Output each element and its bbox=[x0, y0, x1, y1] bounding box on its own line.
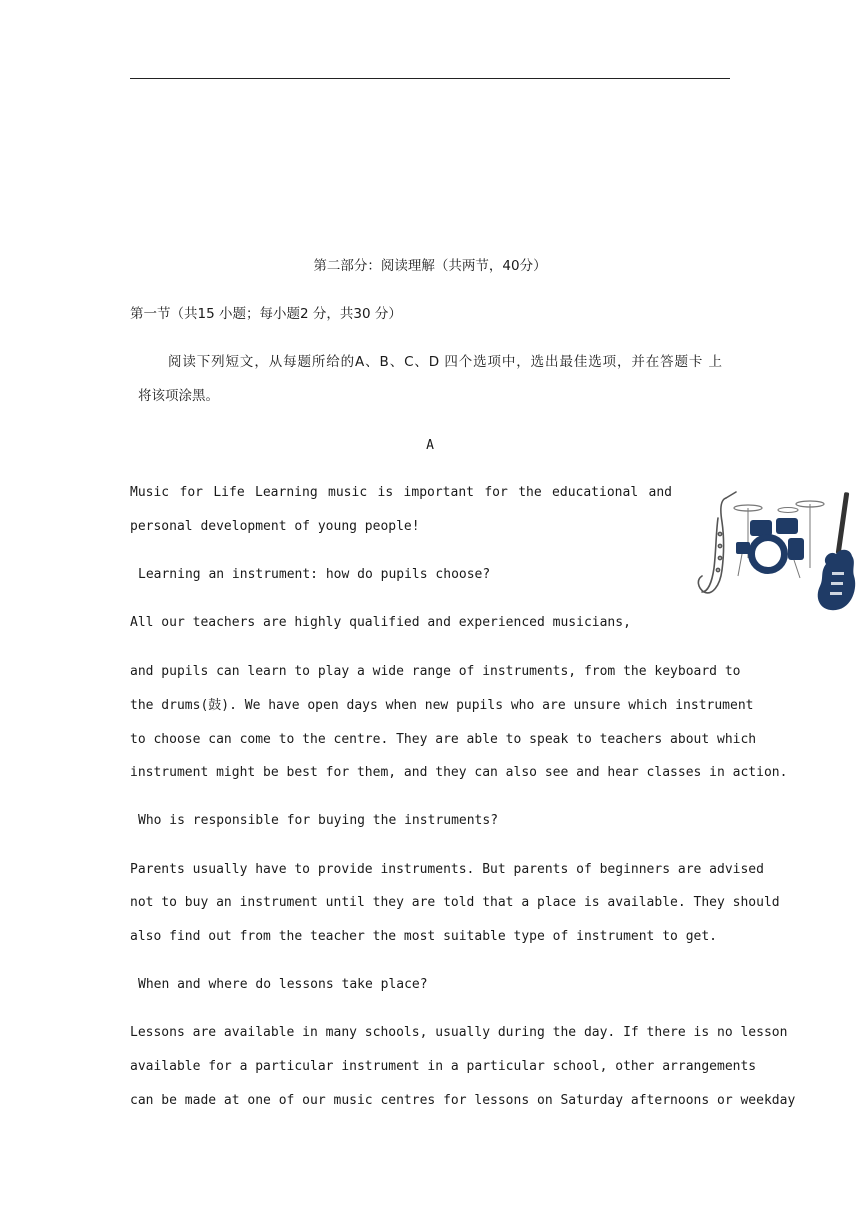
section-heading: 第二部分：阅读理解（共两节，40分） bbox=[313, 258, 547, 274]
paragraph-2-line-4: instrument might be best for them, and they can also see and hear classes in action. bbox=[130, 765, 788, 780]
header-rule bbox=[130, 78, 730, 79]
paragraph-2-line-2: the drums(鼓). We have open days when new pupils who are unsure which instrument bbox=[130, 698, 754, 713]
intro-line-2: personal development of young people! bbox=[130, 519, 420, 534]
paragraph-3-line-1: Parents usually have to provide instruments. But parents of beginners are advised bbox=[130, 862, 764, 877]
paragraph-3-line-3: also find out from the teacher the most suitable type of instrument to get. bbox=[130, 929, 717, 944]
question-heading-1: Learning an instrument: how do pupils choose? bbox=[138, 567, 491, 582]
musical-instruments-icon bbox=[690, 488, 858, 616]
drum-kit-icon bbox=[734, 501, 824, 578]
subsection-heading: 第一节（共15 小题；每小题2 分，共30 分） bbox=[130, 306, 402, 322]
paragraph-4-line-1: Lessons are available in many schools, usually during the day. If there is no lesson bbox=[130, 1025, 788, 1040]
paragraph-4-line-2: available for a particular instrument in a particular school, other arrangements bbox=[130, 1059, 757, 1074]
paragraph-3-line-2: not to buy an instrument until they are told that a place is available. They should bbox=[130, 895, 780, 910]
paragraph-1-line-1: All our teachers are highly qualified and experienced musicians, bbox=[130, 615, 631, 630]
instructions-line-2: 将该项涂黑。 bbox=[138, 388, 219, 404]
paragraph-2-line-3: to choose can come to the centre. They are able to speak to teachers about which bbox=[130, 732, 757, 747]
electric-guitar-icon bbox=[818, 492, 855, 610]
passage-label: A bbox=[426, 438, 434, 453]
question-heading-2: Who is responsible for buying the instruments? bbox=[138, 813, 499, 828]
paragraph-2-line-1: and pupils can learn to play a wide range of instruments, from the keyboard to bbox=[130, 664, 741, 679]
saxophone-icon bbox=[698, 492, 736, 593]
question-heading-3: When and where do lessons take place? bbox=[138, 977, 428, 992]
intro-line-1: Music for Life Learning music is important for the educational and bbox=[130, 485, 672, 500]
paragraph-4-line-3: can be made at one of our music centres for lessons on Saturday afternoons or weekday bbox=[130, 1093, 796, 1108]
instructions-line-1: 阅读下列短文，从每题所给的A、B、C、D 四个选项中，选出最佳选项，并在答题卡 上 bbox=[168, 354, 722, 370]
